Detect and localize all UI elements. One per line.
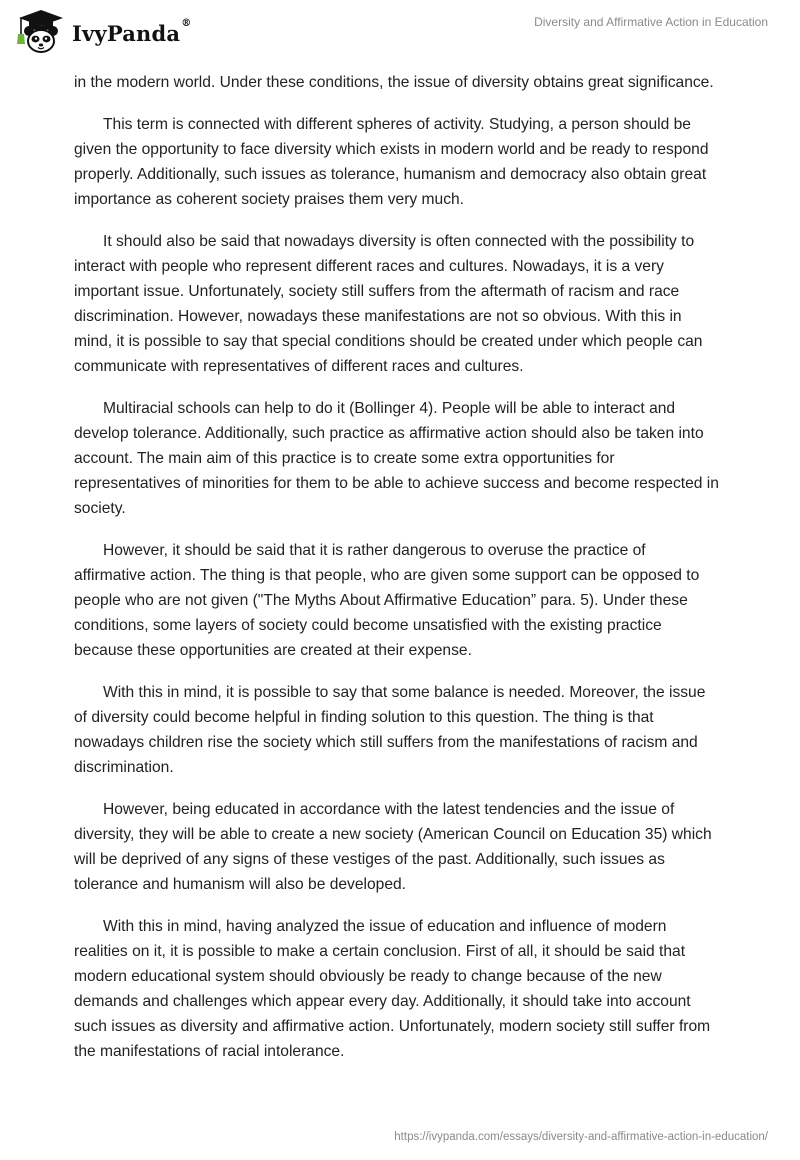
panda-graduate-icon xyxy=(16,8,66,56)
source-url[interactable]: https://ivypanda.com/essays/diversity-and-affirmative-action-in-education/ xyxy=(394,1131,768,1143)
paragraph: This term is connected with different spheres of activity. Studying, a person should be given the opportunity to face diversity which exists in modern world and be ready to respond properly. Additionally, such issues as tolerance, humanism and democracy also obtain great importance as coherent society praises them very much. xyxy=(74,116,709,208)
paragraph: It should also be said that nowadays diversity is often connected with the possibility to interact with people who represent different races and cultures. Nowadays, it is a very important issue. Unfortunately, society still suffers from the aftermath of racism and race discrimination. However, nowadays these manifestations are not so obvious. With this in mind, it is possible to say that special conditions should be created under which people can communicate with representatives of different races and cultures. xyxy=(74,233,703,375)
paragraph: However, it should be said that it is rather dangerous to overuse the practice of affirmative action. The thing is that people, who are given some support can be opposed to people who are not given ("The Myths About Affirmative Education” para. 5). Under these conditions, some layers of society could become unsatisfied with the existing practice because these opportunities are created at their expense. xyxy=(74,542,700,659)
registered-mark: ® xyxy=(181,17,192,29)
paragraph: However, being educated in accordance with the latest tendencies and the issue of diversity, they will be able to create a new society (American Council on Education 35) which will be deprived of any signs of these vestiges of the past. Additionally, such issues as tolerance and humanism will also be developed. xyxy=(74,801,712,893)
paragraph: Multiracial schools can help to do it (Bollinger 4). People will be able to interact and develop tolerance. Additionally, such practice as affirmative action should also be taken into account. The main aim of this practice is to create some extra opportunities for representatives of minorities for them to be able to achieve success and become respected in society. xyxy=(74,400,719,517)
essay-body xyxy=(74,70,719,1081)
brand-name: IvyPanda® xyxy=(72,17,192,46)
document-title: Diversity and Affirmative Action in Education xyxy=(534,15,768,29)
paragraph: With this in mind, having analyzed the issue of education and influence of modern realities on it, it is possible to make a certain conclusion. First of all, it should be said that modern educational system should obviously be ready to change because of the new demands and challenges which appear every day. Additionally, it should take into account such issues as diversity and affirmative action. Unfortunately, modern society still suffer from the manifestations of racial intolerance. xyxy=(74,918,711,1060)
ivypanda-logo[interactable] xyxy=(16,8,191,56)
paragraph: With this in mind, it is possible to say that some balance is needed. Moreover, the issue of diversity could become helpful in finding solution to this question. The thing is that nowadays children rise the society which still suffers from the manifestations of racism and discrimination. xyxy=(74,684,706,776)
page-header xyxy=(0,0,800,64)
paragraph-continuation: in the modern world. Under these conditions, the issue of diversity obtains great significance. xyxy=(74,74,714,91)
